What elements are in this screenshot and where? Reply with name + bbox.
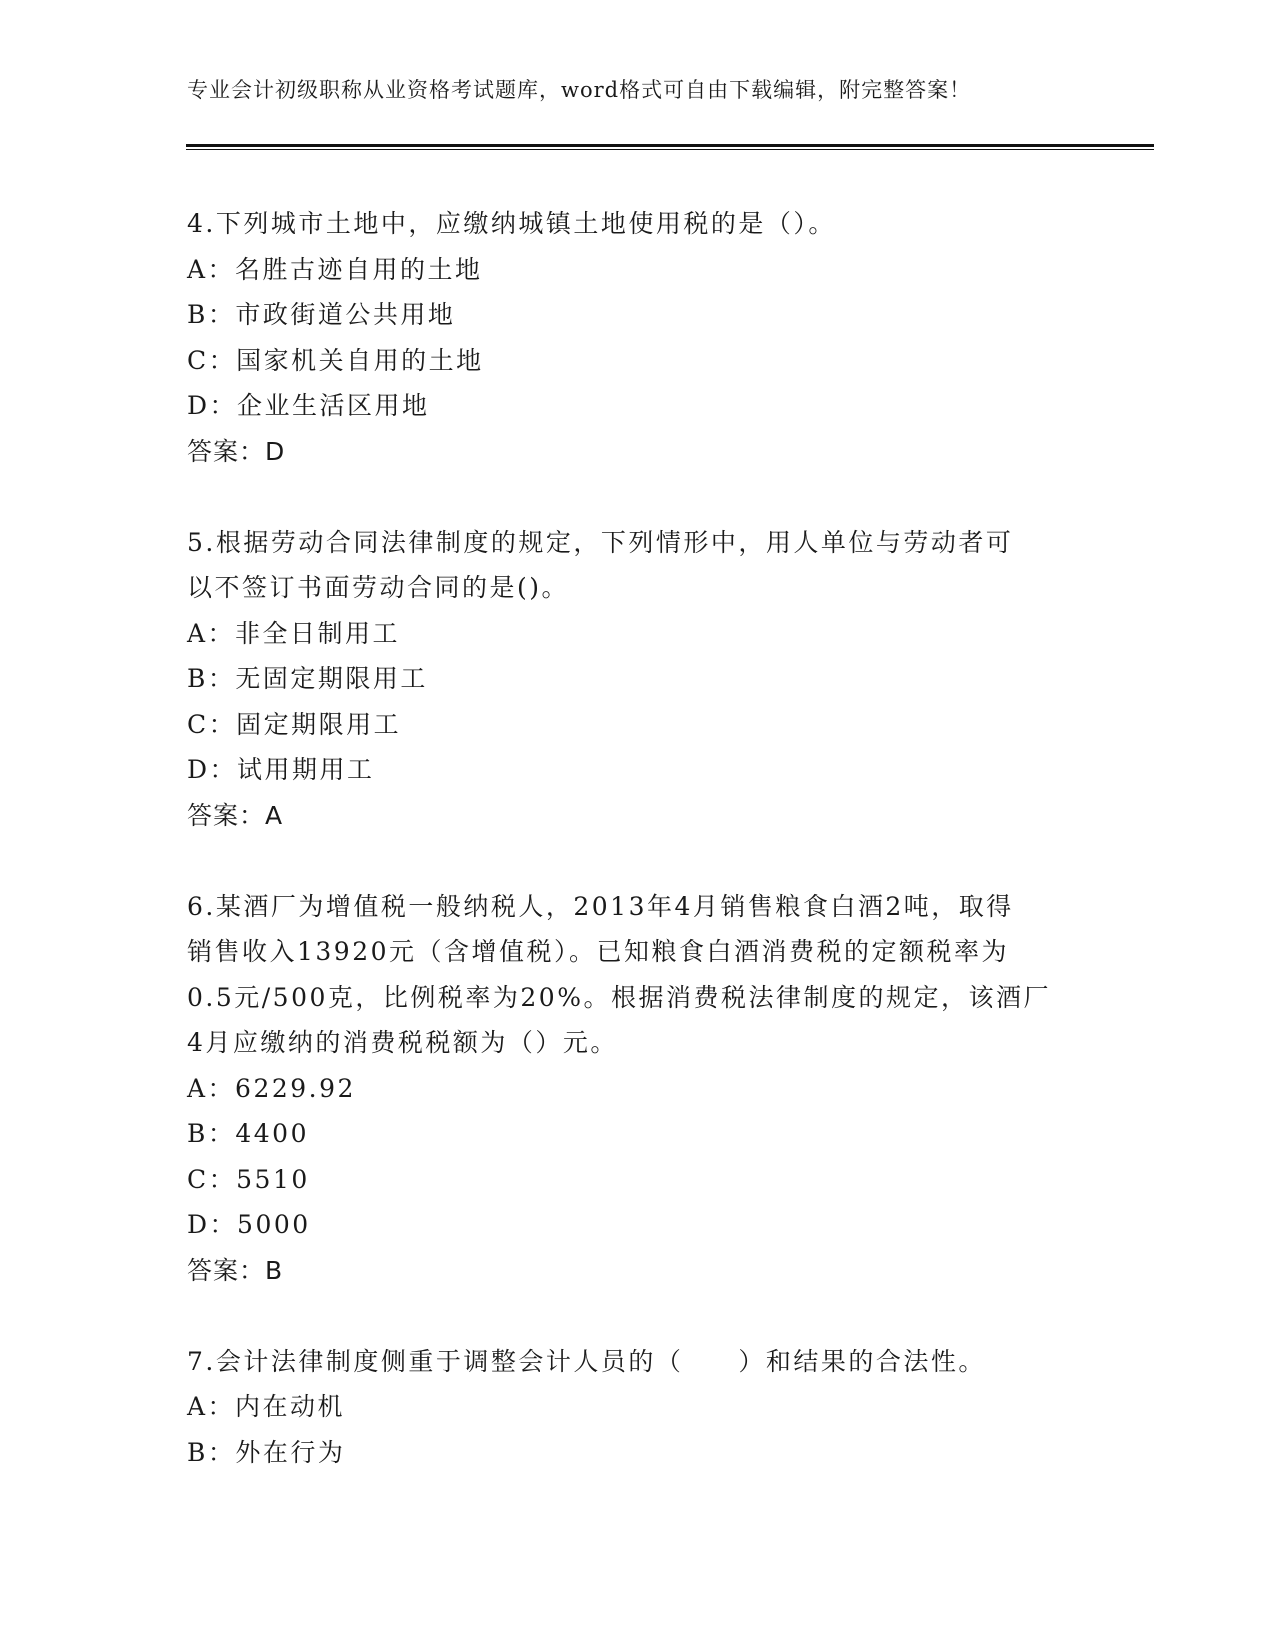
header-rule-thick [186,144,1154,147]
option-a: A：非全日制用工 [187,618,401,648]
option-b: B：4400 [187,1119,309,1148]
option-c: C：固定期限用工 [187,709,402,739]
option-d: D：试用期用工 [187,755,375,784]
option-b: B：市政街道公共用地 [187,300,456,329]
question-4 [187,201,1087,474]
header-rule-thin [186,149,1154,150]
option-b: B：无固定期限用工 [187,664,428,693]
question-stem: 4月应缴纳的消费税税额为（）元。 [187,1028,618,1057]
question-stem: 5.根据劳动合同法律制度的规定，下列情形中，用人单位与劳动者可 [187,527,1014,557]
answer: 答案：D [187,436,286,466]
question-list [187,201,1087,1521]
option-d: D：企业生活区用地 [187,391,430,420]
question-stem: 7.会计法律制度侧重于调整会计人员的（ ）和结果的合法性。 [187,1346,986,1376]
question-stem: 以不签订书面劳动合同的是()。 [187,573,570,602]
question-6 [187,884,1087,1294]
option-a: A：6229.92 [187,1073,356,1103]
question-stem: 6.某酒厂为增值税一般纳税人，2013年4月销售粮食白酒2吨，取得 [187,891,1014,921]
question-stem: 销售收入13920元（含增值税）。已知粮食白酒消费税的定额税率为 [187,937,1010,966]
answer: 答案：B [187,1255,284,1285]
option-d: D：5000 [187,1210,311,1239]
question-stem: 4.下列城市土地中，应缴纳城镇土地使用税的是（）。 [187,209,836,238]
page-header: 专业会计初级职称从业资格考试题库，word格式可自由下载编辑，附完整答案！ [187,78,972,102]
question-7 [187,1339,1087,1476]
answer: 答案：A [187,800,284,830]
question-5 [187,520,1087,839]
option-a: A：内在动机 [187,1392,346,1421]
option-b: B：外在行为 [187,1437,346,1467]
question-stem: 0.5元/500克，比例税率为20%。根据消费税法律制度的规定，该酒厂 [187,982,1051,1012]
option-c: C：国家机关自用的土地 [187,345,484,375]
option-c: C：5510 [187,1164,310,1194]
option-a: A：名胜古迹自用的土地 [187,254,483,284]
